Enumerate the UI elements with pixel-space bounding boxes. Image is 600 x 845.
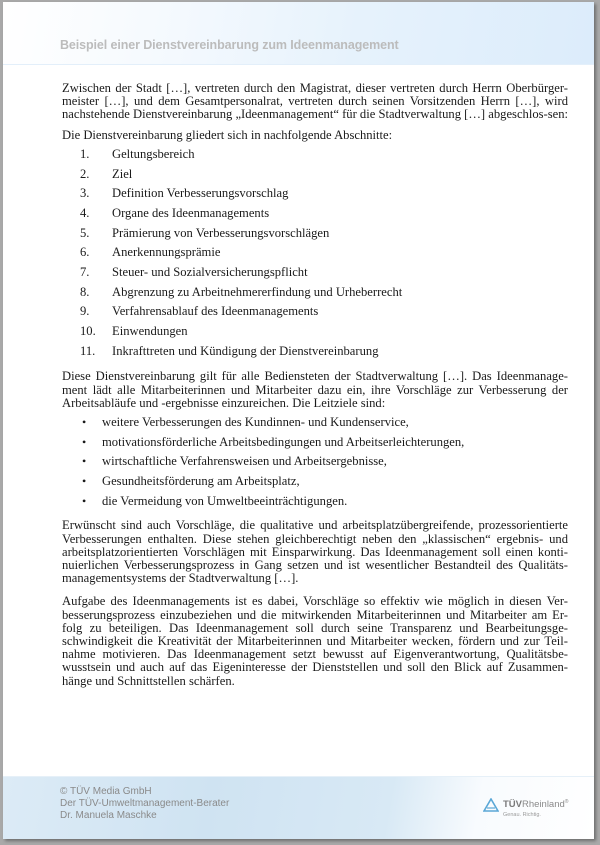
section-item: [62, 286, 568, 306]
desired-paragraph: Erwünscht sind auch Vorschläge, die qualitative und arbeitsplatzübergreifende, prozessorientierte Verbesserungen enthalten. Diese stehen gleichberechtigt neben den „klassischen“ ergebnis- und arbeitsplatzorientierten Vorschlägen mit Einsparwirkung. Das Ideenmanagement soll einen konti-nuierlichen Verbesserungsprozess in Gang setzen und ist wesentlicher Bestandteil des Qualitäts-managementsystems der Stadtverwaltung […].: [62, 518, 568, 586]
section-number: 2.: [80, 166, 90, 181]
section-item: [62, 345, 568, 365]
section-number: 4.: [80, 205, 90, 220]
sections-intro: Die Dienstvereinbarung gliedert sich in nachfolgende Abschnitte:: [62, 127, 393, 142]
section-number: 3.: [80, 186, 90, 201]
footer-author: Dr. Manuela Maschke: [60, 810, 157, 821]
document-page: [3, 2, 594, 839]
section-label: Prämierung von Verbesserungsvorschlägen: [112, 225, 330, 240]
section-number: 9.: [80, 304, 90, 319]
header-title: Beispiel einer Dienstvereinbarung zum Ideenmanagement: [60, 38, 399, 52]
section-label: Abgrenzung zu Arbeitnehmererfindung und Urheberrecht: [112, 284, 403, 299]
goal-item: [62, 455, 568, 475]
logo-brand: [503, 797, 568, 810]
logo-brand-rest: Rheinland: [522, 799, 565, 811]
section-label: Verfahrensablauf des Ideenmanagements: [112, 304, 319, 319]
section-label: Ziel: [112, 166, 133, 181]
task-paragraph: Aufgabe des Ideenmanagements ist es dabei, Vorschläge so effektiv wie möglich in diesen Ver-besserungsprozess einzubeziehen und die mitwirkenden Mitarbeiterinnen und Mitarbeiter am Er-folg zu beteiligen. Das Ideenmanagement soll durch seine Transparenz und Bearbeitungsge-schwindigkeit die Kreativität der Mitarbeiterinnen und Mitarbeiter wecken, fördern und zur Teil-nahme motivieren. Das Ideenmanagement setzt bewusst auf Eigenverantwortung, Qualitätsbe-wusstsein und auch auf das Eigeninteresse der Dienststellen und soll den Blick auf Zusammen-hänge und Schnittstellen schärfen.: [62, 594, 568, 688]
section-item: [62, 227, 568, 247]
logo-registered: ®: [564, 799, 569, 805]
section-item: [62, 305, 568, 325]
section-label: Anerkennungsprämie: [112, 245, 221, 260]
page-footer: [3, 776, 594, 839]
goal-item: [62, 495, 568, 515]
section-item: [62, 187, 568, 207]
goal-item: [62, 436, 568, 456]
goal-item: [62, 416, 568, 436]
footer-copyright: © TÜV Media GmbH: [60, 786, 152, 797]
section-label: Definition Verbesserungsvorschlag: [112, 186, 289, 201]
logo-brand-bold: TÜV: [503, 799, 522, 811]
intro-paragraph: Zwischen der Stadt […], vertreten durch den Magistrat, dieser vertreten durch Herrn Oberbürger-meister […], und dem Gesamtpersonalrat, vertreten durch seinen Vorsitzenden Herrn […], wird nachstehende Dienstvereinbarung „Ideenmanagement“ für die Stadtverwaltung […] abgeschlos-sen:: [62, 81, 569, 122]
bullet-icon: •: [82, 414, 87, 429]
goal-text: wirtschaftliche Verfahrensweisen und Arbeitsergebnisse,: [102, 454, 387, 469]
section-number: 5.: [80, 225, 90, 240]
section-number: 7.: [80, 264, 90, 279]
section-label: Geltungsbereich: [112, 146, 195, 161]
page-header: [3, 2, 594, 65]
sections-list: [62, 148, 568, 365]
goal-text: weitere Verbesserungen des Kundinnen- und Kundenservice,: [102, 414, 409, 429]
scope-paragraph: Diese Dienstvereinbarung gilt für alle Bediensteten der Stadtverwaltung […]. Das Ideenmanage-ment lädt alle Mitarbeiterinnen und Mitarbeiter dazu ein, ihre Vorschläge zur Verbesserung der Arbeitsabläufe und -ergebnisse einzureichen. Die Leitziele sind:: [62, 369, 568, 410]
tuv-triangle-icon: [483, 798, 499, 812]
section-label: Organe des Ideenmanagements: [112, 205, 270, 220]
bullet-icon: •: [82, 454, 87, 469]
goals-list: [62, 416, 568, 514]
section-item: [62, 246, 568, 266]
section-item: [62, 148, 568, 168]
section-label: Steuer- und Sozialversicherungspflicht: [112, 264, 308, 279]
footer-credits: [60, 786, 229, 822]
goal-text: motivationsförderliche Arbeitsbedingungen und Arbeitserleichterungen,: [102, 434, 465, 449]
section-item: [62, 168, 568, 188]
tuv-rheinland-logo: [483, 797, 568, 818]
section-label: Einwendungen: [112, 324, 188, 338]
goal-text: Gesundheitsförderung am Arbeitsplatz,: [102, 474, 300, 489]
goal-item: [62, 475, 568, 495]
section-number: 6.: [80, 245, 90, 260]
footer-publication: Der TÜV-Umweltmanagement-Berater: [60, 798, 230, 809]
section-item: [62, 325, 568, 345]
goal-text: die Vermeidung von Umweltbeeinträchtigungen.: [102, 493, 348, 508]
bullet-icon: •: [82, 493, 87, 508]
section-number: 10.: [80, 324, 96, 338]
section-number: 1.: [80, 146, 90, 161]
section-item: [62, 266, 568, 286]
logo-tagline: Genau. Richtig.: [503, 812, 541, 819]
document-body: [62, 82, 568, 694]
bullet-icon: •: [82, 474, 87, 489]
section-item: [62, 207, 568, 227]
bullet-icon: •: [82, 434, 87, 449]
section-number: 11.: [80, 343, 96, 358]
section-label: Inkrafttreten und Kündigung der Dienstvereinbarung: [112, 343, 379, 358]
section-number: 8.: [80, 284, 90, 299]
